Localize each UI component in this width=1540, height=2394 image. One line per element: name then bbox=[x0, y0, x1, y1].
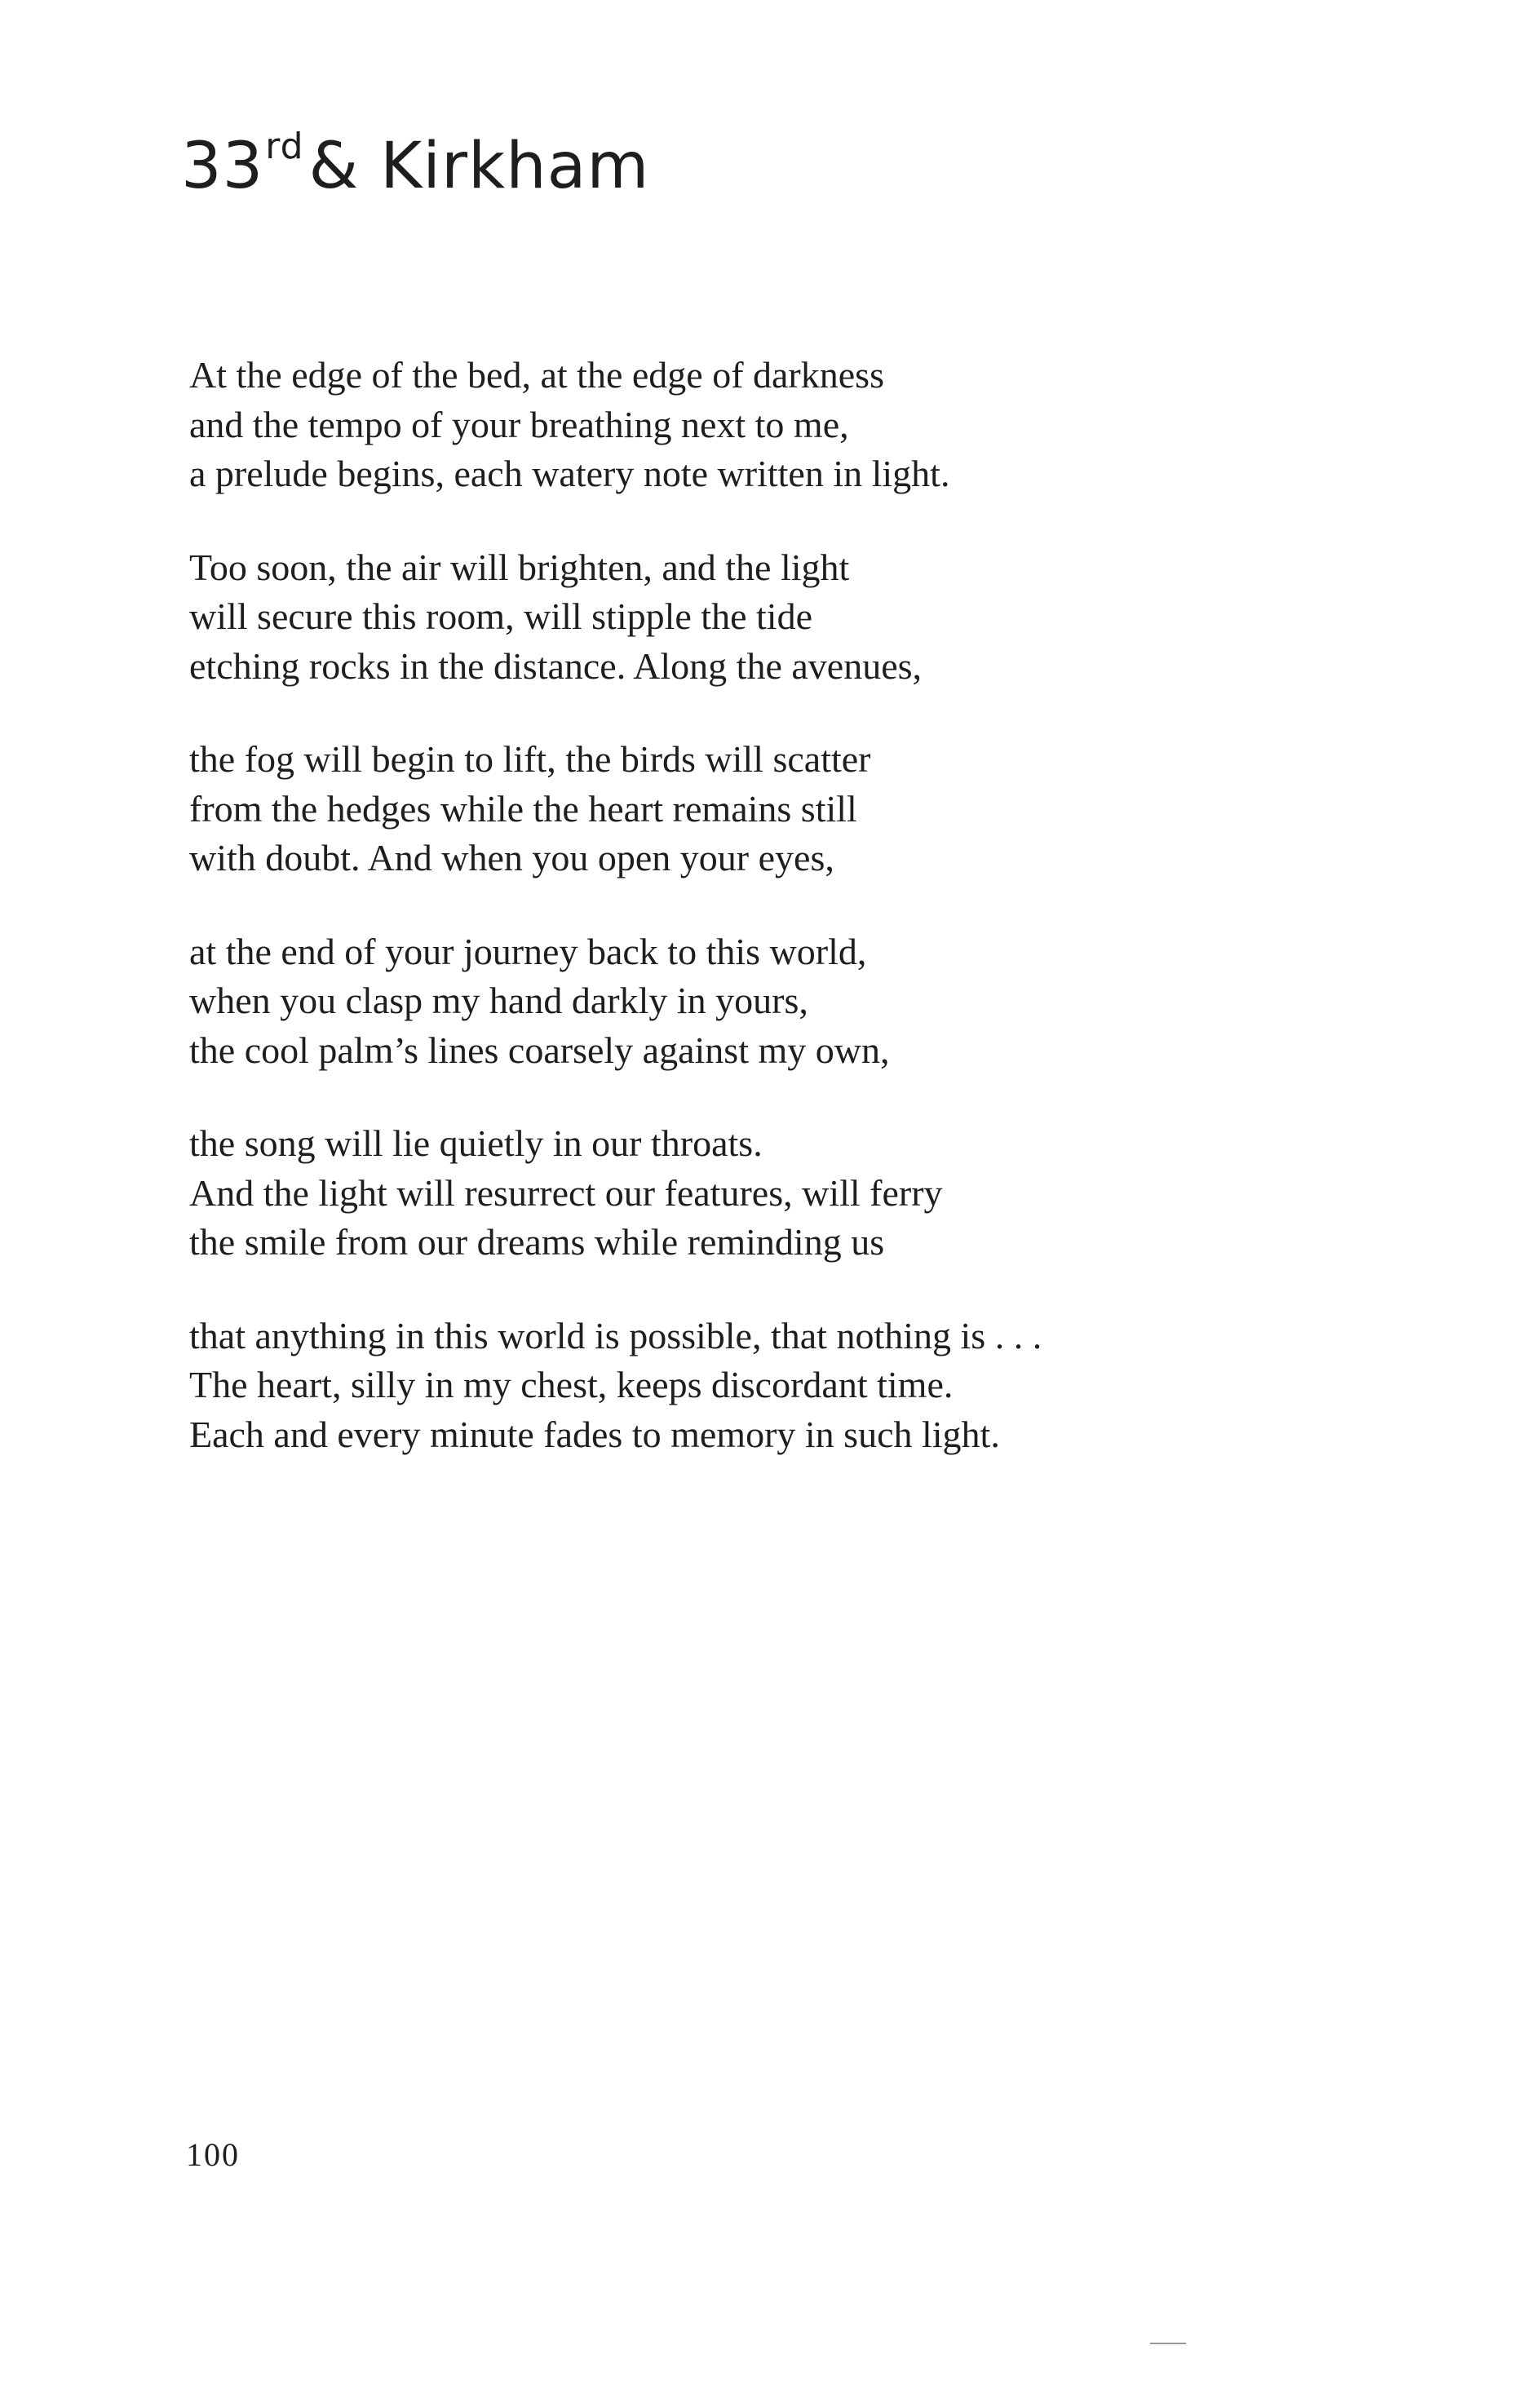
stanza-1 bbox=[189, 351, 1396, 499]
stanza-2 bbox=[189, 543, 1396, 692]
poem-line: the song will lie quietly in our throats. bbox=[189, 1122, 763, 1164]
poem-line: with doubt. And when you open your eyes, bbox=[189, 837, 834, 878]
stanza-5 bbox=[189, 1119, 1396, 1268]
poem-line: the fog will begin to lift, the birds will scatter bbox=[189, 738, 871, 780]
poem-line: Too soon, the air will brighten, and the light bbox=[189, 546, 850, 588]
poem-line: At the edge of the bed, at the edge of darkness bbox=[189, 354, 884, 396]
poem-title bbox=[181, 126, 650, 203]
poem-line: will secure this room, will stipple the tide bbox=[189, 595, 812, 637]
stanza-6 bbox=[189, 1312, 1396, 1460]
poem-line: the cool palm’s lines coarsely against my own, bbox=[189, 1029, 890, 1071]
scan-edge-mark bbox=[1150, 2343, 1186, 2344]
poem-line: Each and every minute fades to memory in such light. bbox=[189, 1413, 1000, 1455]
poem-line: that anything in this world is possible, that nothing is . . . bbox=[189, 1314, 1042, 1356]
poem-line: the smile from our dreams while reminding us bbox=[189, 1221, 885, 1263]
poem-line: The heart, silly in my chest, keeps discordant time. bbox=[189, 1364, 954, 1405]
title-street: & Kirkham bbox=[308, 130, 650, 203]
poem-line: etching rocks in the distance. Along the avenues, bbox=[189, 644, 923, 687]
page-number: 100 bbox=[186, 2136, 240, 2173]
poem-body bbox=[189, 351, 1396, 1503]
poem-line: a prelude begins, each watery note written in light. bbox=[189, 453, 950, 494]
poem-line: And the light will resurrect our features, will ferry bbox=[189, 1171, 943, 1214]
stanza-4 bbox=[189, 927, 1396, 1076]
title-ordinal-suffix: rd bbox=[265, 126, 304, 167]
stanza-3 bbox=[189, 735, 1396, 883]
poem-line: when you clasp my hand darkly in yours, bbox=[189, 980, 808, 1021]
poem-line: at the end of your journey back to this world, bbox=[189, 930, 867, 972]
poem-line: from the hedges while the heart remains still bbox=[189, 787, 857, 830]
poem-line: and the tempo of your breathing next to me, bbox=[189, 403, 849, 445]
title-number: 33 bbox=[181, 130, 264, 203]
